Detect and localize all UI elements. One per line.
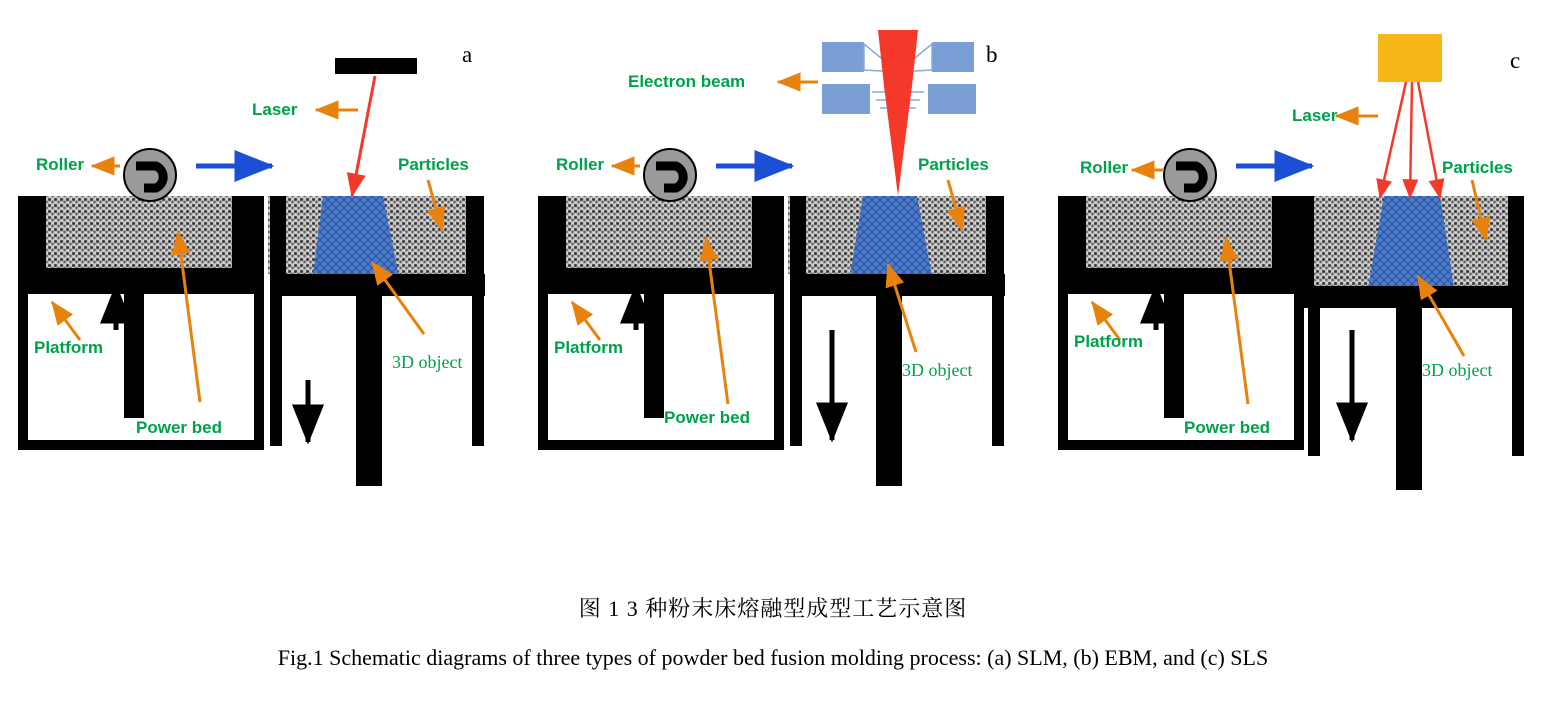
chamber-wall-left-outer (18, 196, 46, 268)
chamber-wall-right-inner (986, 196, 1004, 296)
left-piston-rod (1164, 294, 1184, 418)
label-platform-b: Platform (554, 338, 623, 357)
label-platform-a: Platform (34, 338, 103, 357)
left-piston-rod (124, 294, 144, 418)
chamber-wall-right-inner (466, 196, 484, 296)
powder-bed-left (28, 196, 250, 268)
left-piston-plate (18, 268, 264, 294)
left-frame-col-outer (1058, 294, 1068, 448)
gun-coil-lower-left (822, 84, 870, 114)
label-roller-b: Roller (556, 155, 605, 174)
right-frame-col-inner (992, 296, 1004, 446)
leader-platform (52, 302, 80, 340)
laser-beam-right (1418, 82, 1440, 198)
panel-letter-a: a (462, 42, 473, 67)
label-source-a: Laser (252, 100, 298, 119)
panel-c-diagram (1040, 0, 1546, 520)
right-frame-col-outer (270, 296, 282, 446)
left-frame-base (538, 440, 784, 450)
figure-caption-zh: 图 1 3 种粉末床熔融型成型工艺示意图 (578, 596, 968, 621)
chamber-wall-left-inner (752, 196, 784, 294)
panel-b-diagram (520, 0, 1035, 520)
right-piston-rod (1396, 308, 1422, 490)
powder-bed-left (548, 196, 770, 268)
left-frame-base (1058, 440, 1304, 450)
panel-slm (0, 0, 515, 520)
laser-beam-left (1380, 82, 1406, 198)
chamber-wall-left-outer (1058, 196, 1086, 268)
right-piston-plate (1302, 286, 1524, 308)
chamber-wall-right-inner (1508, 196, 1524, 296)
left-piston-plate (1058, 268, 1304, 294)
gun-coil-lower-right (928, 84, 976, 114)
label-particles-b: Particles (918, 155, 989, 174)
right-frame-col-inner (1512, 308, 1524, 456)
label-roller-c: Roller (1080, 158, 1129, 177)
label-platform-c: Platform (1074, 332, 1143, 351)
right-piston-rod (876, 296, 902, 486)
laser-source-bar (335, 58, 417, 74)
label-object-b: 3D object (902, 360, 973, 380)
chamber-wall-left-inner (1272, 196, 1304, 294)
right-frame-col-inner (472, 296, 484, 446)
label-source-b: Electron beam (628, 72, 746, 91)
label-roller-a: Roller (36, 155, 85, 174)
laser-beam (352, 76, 375, 196)
leader-platform (572, 302, 600, 340)
gun-coil-upper-right (932, 42, 974, 72)
left-frame-col-inner (254, 294, 264, 448)
gun-coil-upper-left (822, 42, 864, 72)
label-powder-bed-a: Power bed (136, 418, 222, 437)
chamber-wall-right-outer (1302, 196, 1314, 292)
panel-letter-b: b (986, 42, 998, 67)
panel-sls (1040, 0, 1546, 520)
chamber-wall-left-inner (232, 196, 264, 294)
right-frame-col-outer (790, 296, 802, 446)
label-source-c: Laser (1292, 106, 1338, 125)
left-piston-plate (538, 268, 784, 294)
panel-ebm (520, 0, 1035, 520)
panel-a-diagram (0, 0, 515, 520)
label-object-c: 3D object (1422, 360, 1493, 380)
roller-body (644, 149, 696, 201)
panel-letter-c: c (1510, 48, 1521, 73)
right-frame-col-outer (1308, 308, 1320, 456)
right-piston-plate (270, 274, 485, 296)
left-frame-col-outer (18, 294, 28, 448)
label-powder-bed-b: Power bed (664, 408, 750, 427)
label-particles-c: Particles (1442, 158, 1513, 177)
label-powder-bed-c: Power bed (1184, 418, 1270, 437)
right-piston-rod (356, 296, 382, 486)
label-particles-a: Particles (398, 155, 469, 174)
laser-source-box (1378, 34, 1442, 82)
electron-beam (878, 30, 918, 196)
laser-beam-center (1410, 82, 1412, 198)
roller-body (124, 149, 176, 201)
chamber-wall-left-outer (538, 196, 566, 268)
left-frame-col-inner (774, 294, 784, 448)
powder-bed-left (1068, 196, 1290, 268)
label-object-a: 3D object (392, 352, 463, 372)
left-frame-col-outer (538, 294, 548, 448)
figure-caption-en: Fig.1 Schematic diagrams of three types of powder bed fusion molding process: (a) SLM, (b) EBM, and (c) SLS (277, 645, 1269, 670)
left-piston-rod (644, 294, 664, 418)
left-frame-col-inner (1294, 294, 1304, 448)
left-frame-base (18, 440, 264, 450)
roller-body (1164, 149, 1216, 201)
